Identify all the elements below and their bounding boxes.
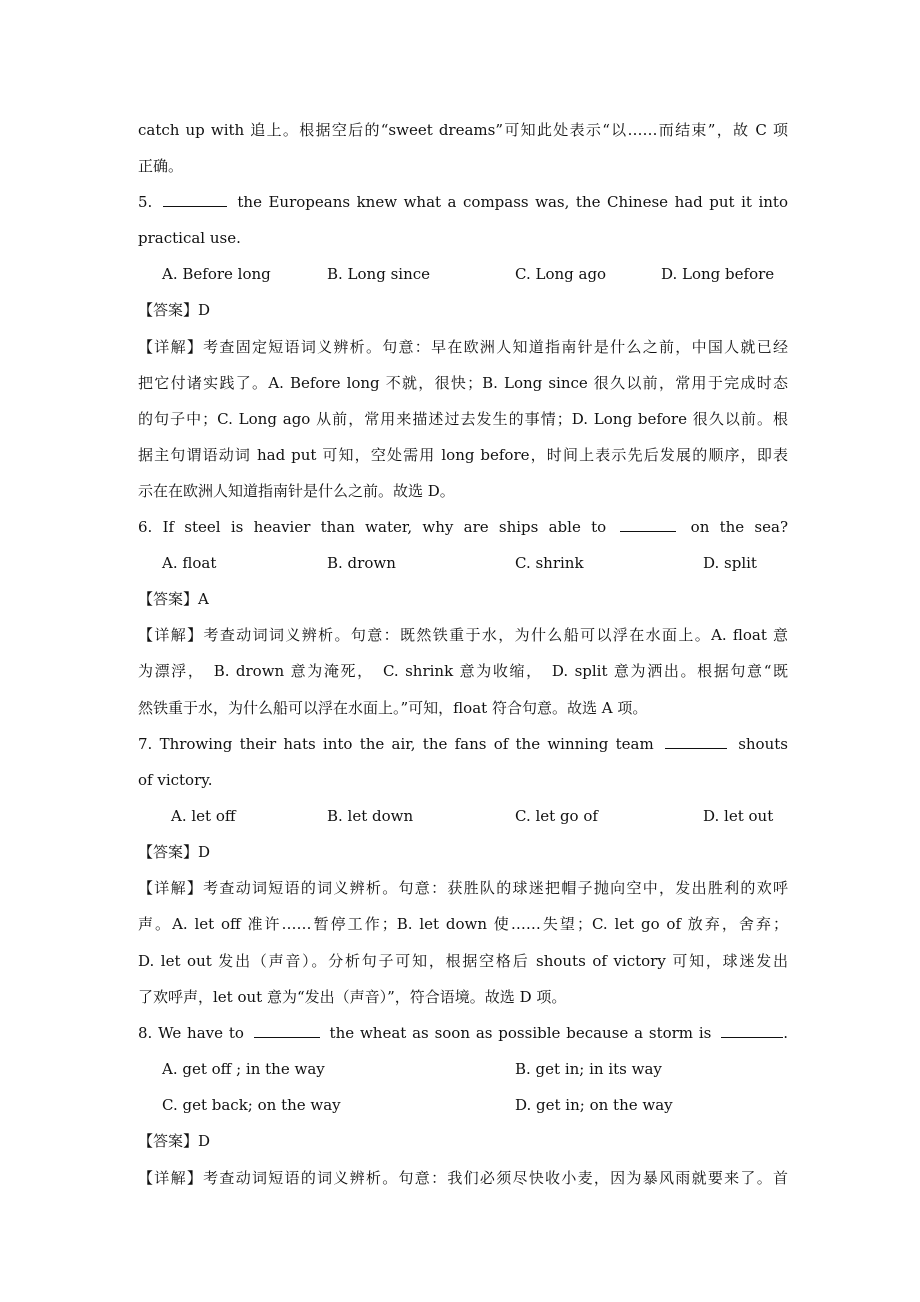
option-b: B. drown: [327, 554, 396, 572]
answer-line: [138, 842, 788, 862]
detail-line: 然铁重于水，为什么船可以浮在水面上。”可知，float 符合句意。故选 A 项。: [138, 699, 648, 717]
option-d: D. split: [703, 554, 757, 572]
option-c: C. Long ago: [515, 265, 607, 283]
answer-value: A: [198, 590, 209, 608]
detail-line: 把它付诸实践了。A. Before long 不就，很快；B. Long since 很久以前，常用于完成时态: [138, 374, 788, 392]
question-text: shouts: [738, 735, 788, 753]
question-5-stem-line2: practical use.: [138, 229, 241, 247]
option-c: C. get back; on the way: [162, 1096, 341, 1114]
question-text: the Europeans knew what a compass was, the Chinese had put it into: [237, 193, 788, 211]
question-number: 7.: [138, 735, 153, 753]
answer-line: [138, 589, 788, 609]
explanation-continuation-end: 正确。: [138, 157, 184, 175]
option-b: B. Long since: [327, 265, 431, 283]
question-number: 6.: [138, 518, 153, 536]
answer-blank: [163, 192, 227, 207]
detail-line: D. let out 发出（声音）。分析句子可知，根据空格后 shouts of victory 可知，球迷发出: [138, 952, 788, 970]
question-text: Throwing their hats into the air, the fans of the winning team: [159, 735, 654, 753]
detail-line: 【详解】考查固定短语词义辨析。句意：早在欧洲人知道指南针是什么之前，中国人就已经: [138, 338, 788, 356]
question-text: If steel is heavier than water, why are ships able to: [162, 518, 607, 536]
answer-label: 【答案】: [138, 1132, 199, 1150]
detail-line: 为漂浮， B. drown 意为淹死， C. shrink 意为收缩， D. split 意为洒出。根据句意“既: [138, 662, 788, 680]
question-5-stem: [138, 192, 788, 212]
answer-blank: [254, 1023, 320, 1038]
detail-line: 声。A. let off 准许……暂停工作；B. let down 使……失望；C. let go of 放弃，舍弃；: [138, 915, 788, 933]
detail-line: 的句子中；C. Long ago 从前，常用来描述过去发生的事情；D. Long before 很久以前。根: [138, 410, 788, 428]
option-c: C. let go of: [515, 807, 598, 825]
option-a: A. float: [162, 554, 217, 572]
question-number: 8.: [138, 1024, 153, 1042]
question-8-stem: [138, 1023, 788, 1043]
question-text: We have to: [158, 1024, 244, 1042]
answer-blank: [620, 517, 676, 532]
option-a: A. get off ; in the way: [162, 1060, 325, 1078]
answer-value: D: [198, 843, 211, 861]
option-d: D. get in; on the way: [515, 1096, 673, 1114]
detail-line: 【详解】考查动词短语的词义辨析。句意：获胜队的球迷把帽子抛向空中，发出胜利的欢呼: [138, 879, 788, 897]
question-text: on the sea?: [690, 518, 788, 536]
question-text: .: [783, 1024, 788, 1042]
detail-line: 了欢呼声，let out 意为“发出（声音）”，符合语境。故选 D 项。: [138, 988, 567, 1006]
explanation-continuation: catch up with 追上。根据空后的“sweet dreams”可知此处表示“以……而结束”，故 C 项: [138, 121, 788, 139]
detail-line: 示在在欧洲人知道指南针是什么之前。故选 D。: [138, 482, 455, 500]
detail-line: 【详解】考查动词短语的词义辨析。句意：我们必须尽快收小麦，因为暴风雨就要来了。首: [138, 1169, 788, 1187]
answer-blank: [665, 734, 727, 749]
option-a: A. let off: [171, 807, 236, 825]
question-text: the wheat as soon as possible because a storm is: [329, 1024, 712, 1042]
option-b: B. let down: [327, 807, 414, 825]
answer-value: D: [198, 1132, 211, 1150]
question-7-stem: [138, 734, 788, 754]
answer-line: [138, 1131, 788, 1151]
detail-line: 据主句谓语动词 had put 可知，空处需用 long before，时间上表示先后发展的顺序，即表: [138, 446, 788, 464]
question-6-stem: [138, 517, 788, 537]
option-a: A. Before long: [162, 265, 271, 283]
option-d: D. let out: [703, 807, 774, 825]
option-c: C. shrink: [515, 554, 584, 572]
answer-label: 【答案】: [138, 301, 199, 319]
answer-label: 【答案】: [138, 590, 199, 608]
question-number: 5.: [138, 193, 153, 211]
answer-value: D: [198, 301, 211, 319]
detail-line: 【详解】考查动词词义辨析。句意：既然铁重于水，为什么船可以浮在水面上。A. float 意: [138, 626, 788, 644]
answer-blank: [721, 1023, 783, 1038]
option-b: B. get in; in its way: [515, 1060, 662, 1078]
answer-line: [138, 300, 788, 320]
option-d: D. Long before: [661, 265, 775, 283]
question-7-stem-line2: of victory.: [138, 771, 213, 789]
answer-label: 【答案】: [138, 843, 199, 861]
